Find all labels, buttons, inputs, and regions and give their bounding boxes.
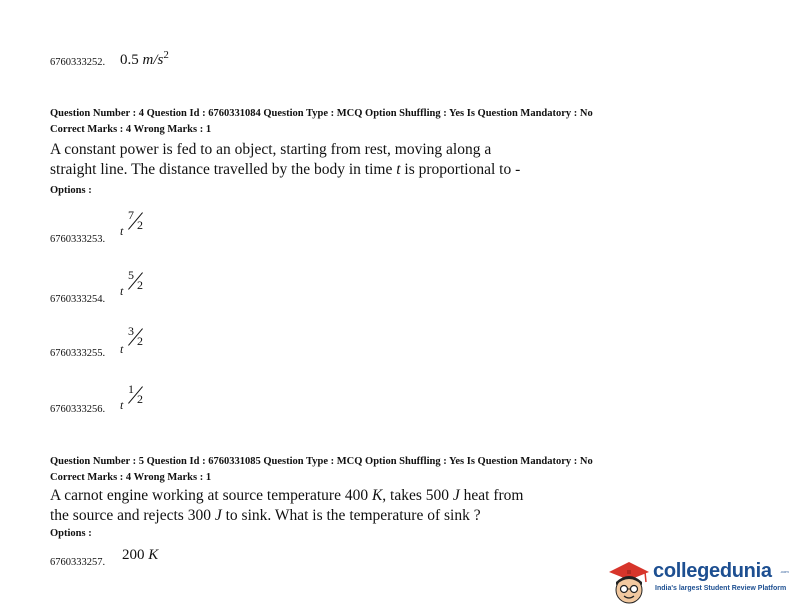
option-row xyxy=(50,268,170,308)
text-run: straight line. The distance travelled by the body in time xyxy=(50,161,397,178)
option-base: t xyxy=(120,224,124,238)
frac-numerator: 7 xyxy=(128,208,134,222)
option-id: 6760333255. xyxy=(50,348,106,359)
option-id: 6760333256. xyxy=(50,404,106,415)
frac-numerator: 3 xyxy=(128,324,134,338)
text-run: A carnot engine working at source temperature 400 xyxy=(50,487,372,504)
text-run: to sink. What is the temperature of sink ? xyxy=(221,507,481,524)
text-run: is proportional to - xyxy=(400,161,521,178)
option-number: 0.5 xyxy=(120,52,139,68)
option-base: t xyxy=(120,342,124,356)
frac-denominator: 2 xyxy=(137,218,143,232)
option-value xyxy=(120,49,169,69)
question-text xyxy=(50,486,580,526)
question-meta: Question Number : 4 Question Id : 6760331084 Question Type : MCQ Option Shuffling : Yes Is Question Mandatory : No xyxy=(50,108,593,119)
collegedunia-logo[interactable] xyxy=(605,558,787,606)
mascot-icon xyxy=(605,558,651,606)
option-id: 6760333257. xyxy=(50,557,106,568)
variable-t: t xyxy=(396,161,401,178)
option-id: 6760333253. xyxy=(50,234,106,245)
option-base: t xyxy=(120,284,124,298)
option-number: 200 xyxy=(122,547,145,563)
question-meta: Question Number : 5 Question Id : 6760331085 Question Type : MCQ Option Shuffling : Yes Is Question Mandatory : No xyxy=(50,456,593,467)
option-unit: K xyxy=(148,547,159,563)
question-text-line xyxy=(50,486,580,506)
unit-joule: J xyxy=(214,507,222,524)
question-marks: Correct Marks : 4 Wrong Marks : 1 xyxy=(50,124,212,135)
option-id: 6760333252. xyxy=(50,57,106,68)
logo-brand-text: collegedunia xyxy=(653,560,772,582)
option-exponent: 2 xyxy=(163,49,169,61)
logo-suffix: .com xyxy=(780,569,789,574)
question-marks: Correct Marks : 4 Wrong Marks : 1 xyxy=(50,472,212,483)
frac-numerator: 5 xyxy=(128,268,134,282)
option-id: 6760333254. xyxy=(50,294,106,305)
frac-denominator: 2 xyxy=(137,392,143,406)
option-base: t xyxy=(120,398,124,412)
option-row xyxy=(50,208,170,248)
question-text xyxy=(50,140,580,180)
options-label: Options : xyxy=(50,185,92,196)
frac-denominator: 2 xyxy=(137,334,143,348)
options-label: Options : xyxy=(50,528,92,539)
frac-denominator: 2 xyxy=(137,278,143,292)
question-text-line xyxy=(50,160,580,180)
question-text-line xyxy=(50,506,580,526)
unit-kelvin: K xyxy=(371,487,383,504)
logo-tagline: India's largest Student Review Platform xyxy=(655,585,787,592)
option-row xyxy=(50,324,170,368)
option-row xyxy=(50,382,170,428)
text-run: , takes 500 xyxy=(382,487,453,504)
text-run: the source and rejects 300 xyxy=(50,507,215,524)
text-run: heat from xyxy=(459,487,524,504)
question-text-line: A constant power is fed to an object, starting from rest, moving along a xyxy=(50,141,492,158)
frac-numerator: 1 xyxy=(128,382,134,396)
option-value xyxy=(122,547,158,564)
option-unit: m/s xyxy=(142,52,164,68)
unit-joule: J xyxy=(452,487,460,504)
